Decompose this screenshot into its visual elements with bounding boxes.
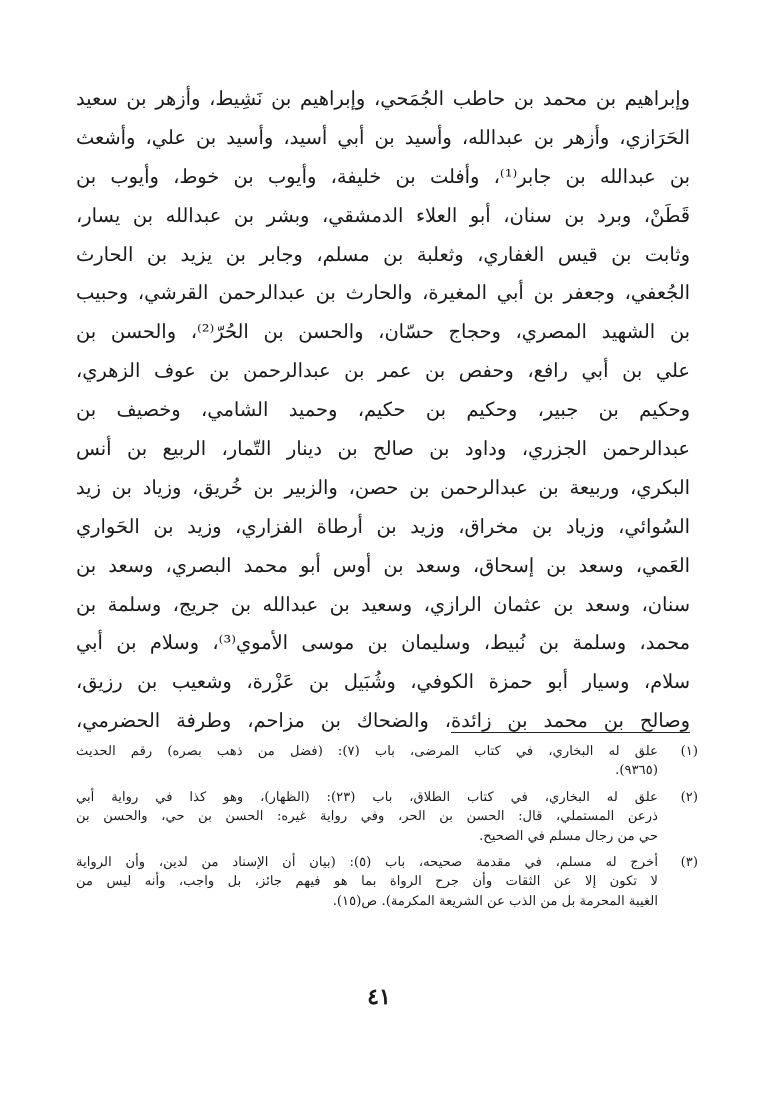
footnotes-section [76,742,698,918]
text-line: عبدالرحمن الجزري، وداود بن صالح بن دينار التّمار، الربيع بن أنس [76,437,690,461]
text-line: الحَرَازي، وأزهر بن عبدالله، وأسيد بن أبي أسيد، وأسيد بن علي، وأشعث [76,125,690,149]
footnote-2 [76,788,698,846]
text-line: وثابت بن قيس الغفاري، وثعلبة بن مسلم، وجابر بن يزيد بن الحارث [76,242,690,266]
main-text-block [76,80,690,741]
text-line: قَطَنْ، وبرد بن سنان، أبو العلاء الدمشقي، وبشر بن عبدالله بن يسار، [76,203,690,227]
text-line: وإبراهيم بن محمد بن حاطب الجُمَحي، وإبراهيم بن نَشِيط، وأزهر بن سعيد [76,87,690,110]
text-line: محمد، وسلمة بن نُبيط، وسليمان بن موسى الأموي⁽³⁾، وسلام بن أبي [76,631,690,655]
text-line: العَمي، وسعد بن إسحاق، وسعد بن أوس أبو محمد البصري، وسعد بن [76,553,690,577]
footnote-number: (١) [680,744,698,759]
footnote-line: (٩٣٦٥). [615,763,658,779]
footnote-line: لا تكون إلا عن الثقات وأن جرح الرواة بما هو فيهم جائز، بل واجب، وأنه ليس من [76,874,658,890]
footnote-line: حي من رجال مسلم في الصحيح. [479,828,658,844]
text-line: وصالح بن محمد بن زائدة، والضحاك بن مزاحم، وطرفة الحضرمي، [76,709,690,733]
page-number: ٤١ [367,984,391,1010]
text-line: بن عبدالله بن جابر⁽¹⁾، وأفلت بن خليفة، وأيوب بن خوط، وأيوب بن [76,164,690,188]
text-line: علي بن أبي رافع، وحفص بن عمر بن عبدالرحمن بن عوف الزهري، [76,359,690,383]
text-line: البكري، وربيعة بن عبدالرحمن بن حصن، والزبير بن خُريق، وزياد بن زيد [76,475,690,499]
footnote-line: علق له البخاري، في كتاب المرضى، باب (٧): (فضل من ذهب بصره) رقم الحديث [76,744,658,759]
text-line: وحكيم بن جبير، وحكيم بن حكيم، وحميد الشامي، وخصيف بن [76,398,690,422]
footnote-line: الغيبة المحرمة بل من الذب عن الشريعة المكرمة). ص(١٥). [332,893,658,909]
text-line: بن الشهيد المصري، وحجاج حسّان، والحسن بن الحُرّ⁽²⁾، والحسن بن [76,320,690,344]
text-line: سنان، وسعد بن عثمان الرازي، وسعيد بن عبدالله بن جريج، وسلمة بن [76,592,690,616]
footnote-3 [76,853,698,911]
footnote-number: (٣) [680,855,698,871]
text-line: الجُعفي، وجعفر بن أبي المغيرة، والحارث بن عبدالرحمن القرشي، وحبيب [76,281,690,305]
text-line: سلام، وسيار أبو حمزة الكوفي، وشُبَيل بن عَزْرة، وشعيب بن رزيق، [76,670,690,694]
footnote-line: أخرج له مسلم، في مقدمة صحيحه، باب (٥): (بيان أن الإسناد من لدين، وأن الرواية [76,855,658,871]
footnote-line: ذرعن المستملي، قال: الحسن بن الحر، وفي رواية غيره: الحسن بن حي، والحسن بن [76,809,658,825]
footnote-divider [451,732,690,733]
footnote-number: (٢) [680,789,698,805]
footnote-line: علق له البخاري، في كتاب الطلاق، باب (٢٣): (الظهار)، وهو كذا في رواية أبي [76,789,658,805]
footnote-1 [76,742,698,781]
text-line: السُوائي، وزياد بن مخراق، وزيد بن أرطاة الفزاري، وزيد بن الحَواري [76,514,690,538]
